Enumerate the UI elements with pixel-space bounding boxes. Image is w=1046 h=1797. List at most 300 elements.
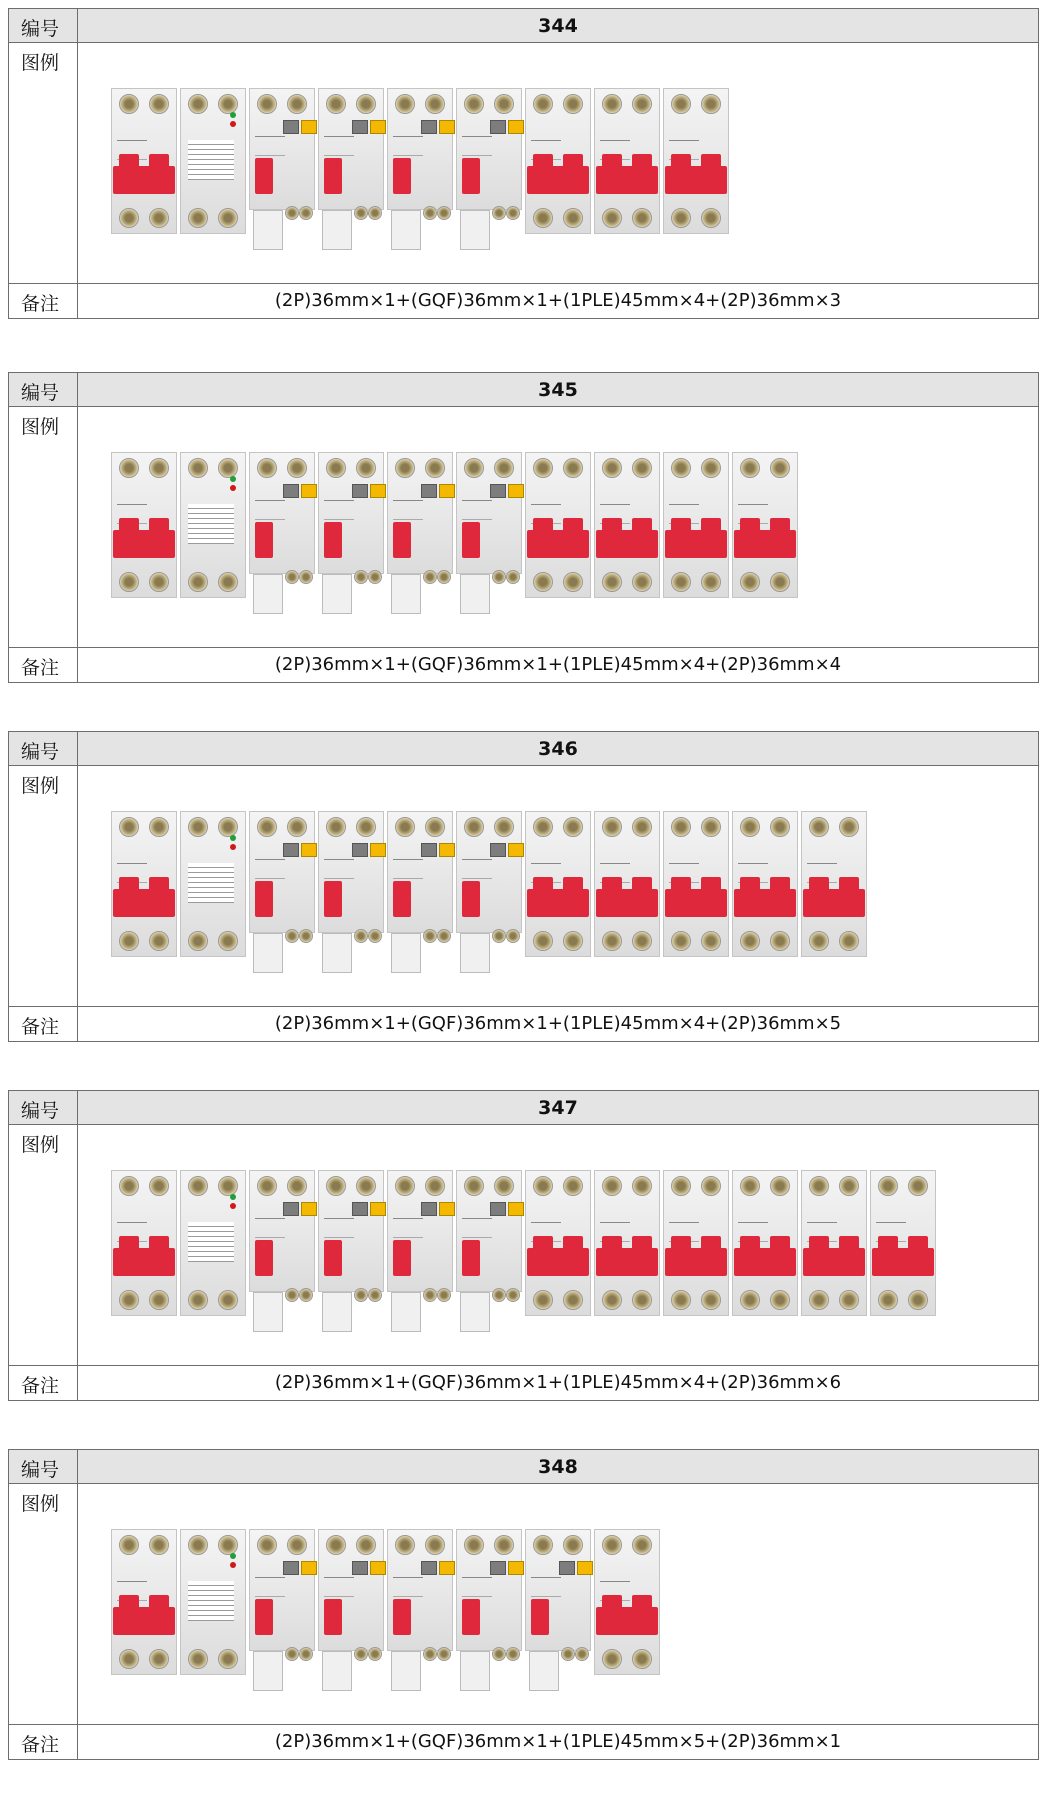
table-348 bbox=[8, 1449, 1039, 1760]
id-label: 编号 bbox=[9, 373, 78, 406]
toggle-handle-icon bbox=[527, 530, 589, 558]
toggle-handle-icon bbox=[596, 166, 658, 194]
screw-icon bbox=[464, 1176, 484, 1196]
screw-icon bbox=[533, 458, 553, 478]
breaker-2p-icon bbox=[732, 811, 798, 957]
toggle-handle-icon bbox=[462, 881, 480, 917]
toggle-handle-icon bbox=[596, 1607, 658, 1635]
reset-button-icon bbox=[421, 1202, 437, 1216]
breaker-2p-icon bbox=[111, 1529, 177, 1675]
screw-icon bbox=[188, 94, 208, 114]
terminal-block bbox=[460, 1292, 490, 1332]
screw-icon bbox=[506, 1288, 520, 1302]
toggle-handle-icon bbox=[527, 1248, 589, 1276]
fault-led-icon bbox=[230, 1203, 236, 1209]
breaker-ple-icon bbox=[456, 811, 522, 957]
toggle-handle-icon bbox=[701, 877, 721, 891]
screw-icon bbox=[356, 1176, 376, 1196]
breaker-2p-icon bbox=[594, 452, 660, 598]
figure-area bbox=[78, 43, 1038, 283]
toggle-handle-icon bbox=[149, 1595, 169, 1609]
spec-text-block bbox=[188, 140, 234, 180]
screw-icon bbox=[671, 572, 691, 592]
spec-text-block bbox=[188, 1222, 234, 1262]
screw-icon bbox=[506, 929, 520, 943]
breaker-2p-icon bbox=[594, 1529, 660, 1675]
toggle-handle-icon bbox=[324, 1240, 342, 1276]
power-led-icon bbox=[230, 835, 236, 841]
toggle-handle-icon bbox=[113, 166, 175, 194]
screw-icon bbox=[257, 1176, 277, 1196]
screw-icon bbox=[563, 572, 583, 592]
toggle-handle-icon bbox=[255, 522, 273, 558]
breaker-2p-icon bbox=[111, 452, 177, 598]
test-button-icon bbox=[508, 843, 524, 857]
figure-label: 图例 bbox=[9, 1125, 78, 1365]
screw-icon bbox=[149, 1535, 169, 1555]
toggle-handle-icon bbox=[596, 889, 658, 917]
screw-icon bbox=[701, 458, 721, 478]
toggle-handle-icon bbox=[671, 154, 691, 168]
breaker-ple-icon bbox=[249, 1170, 315, 1316]
screw-icon bbox=[149, 1649, 169, 1669]
screw-icon bbox=[356, 817, 376, 837]
screw-icon bbox=[423, 1288, 437, 1302]
toggle-handle-icon bbox=[149, 1236, 169, 1250]
toggle-handle-icon bbox=[671, 518, 691, 532]
breaker-gqf-icon bbox=[180, 88, 246, 234]
toggle-handle-icon bbox=[462, 1599, 480, 1635]
toggle-handle-icon bbox=[632, 1236, 652, 1250]
terminal-block bbox=[253, 210, 283, 250]
screw-icon bbox=[119, 1535, 139, 1555]
toggle-handle-icon bbox=[533, 518, 553, 532]
figure-label: 图例 bbox=[9, 407, 78, 647]
terminal-block bbox=[460, 574, 490, 614]
breaker-ple-icon bbox=[525, 1529, 591, 1675]
id-value: 348 bbox=[538, 1456, 578, 1478]
toggle-handle-icon bbox=[462, 158, 480, 194]
screw-icon bbox=[326, 94, 346, 114]
breaker-2p-icon bbox=[525, 811, 591, 957]
toggle-handle-icon bbox=[113, 530, 175, 558]
screw-icon bbox=[188, 1176, 208, 1196]
figure-row bbox=[9, 1125, 1038, 1366]
screw-icon bbox=[809, 931, 829, 951]
note-label: 备注 bbox=[9, 284, 78, 318]
screw-icon bbox=[119, 1290, 139, 1310]
note-value: (2P)36mm×1+(GQF)36mm×1+(1PLE)45mm×4+(2P)36mm×4 bbox=[274, 654, 842, 675]
screw-icon bbox=[395, 1176, 415, 1196]
test-button-icon bbox=[439, 1561, 455, 1575]
screw-icon bbox=[425, 1176, 445, 1196]
screw-icon bbox=[740, 817, 760, 837]
label-plate bbox=[393, 136, 423, 156]
terminal-block bbox=[322, 574, 352, 614]
toggle-handle-icon bbox=[770, 877, 790, 891]
toggle-handle-icon bbox=[803, 1248, 865, 1276]
screw-icon bbox=[671, 817, 691, 837]
screw-icon bbox=[632, 94, 652, 114]
screw-icon bbox=[575, 1647, 589, 1661]
breaker-2p-icon bbox=[732, 452, 798, 598]
label-plate bbox=[393, 859, 423, 879]
power-led-icon bbox=[230, 1194, 236, 1200]
screw-icon bbox=[423, 1647, 437, 1661]
screw-icon bbox=[533, 572, 553, 592]
screw-icon bbox=[425, 817, 445, 837]
reset-button-icon bbox=[490, 120, 506, 134]
test-button-icon bbox=[508, 484, 524, 498]
terminal-block bbox=[322, 210, 352, 250]
figure-label: 图例 bbox=[9, 1484, 78, 1724]
toggle-handle-icon bbox=[839, 1236, 859, 1250]
breaker-ple-icon bbox=[387, 811, 453, 957]
breaker-gqf-icon bbox=[180, 811, 246, 957]
table-346 bbox=[8, 731, 1039, 1042]
screw-icon bbox=[602, 572, 622, 592]
screw-icon bbox=[563, 208, 583, 228]
screw-icon bbox=[218, 1290, 238, 1310]
terminal-block bbox=[322, 1292, 352, 1332]
screw-icon bbox=[602, 1176, 622, 1196]
toggle-handle-icon bbox=[632, 877, 652, 891]
screw-icon bbox=[671, 208, 691, 228]
test-button-icon bbox=[370, 1202, 386, 1216]
screw-icon bbox=[533, 208, 553, 228]
terminal-block bbox=[460, 210, 490, 250]
screw-icon bbox=[188, 817, 208, 837]
screw-icon bbox=[354, 1647, 368, 1661]
screw-icon bbox=[632, 817, 652, 837]
reset-button-icon bbox=[352, 1561, 368, 1575]
screw-icon bbox=[287, 94, 307, 114]
id-value: 346 bbox=[538, 738, 578, 760]
screw-icon bbox=[533, 1176, 553, 1196]
terminal-block bbox=[253, 1651, 283, 1691]
breaker-gqf-icon bbox=[180, 452, 246, 598]
reset-button-icon bbox=[283, 1561, 299, 1575]
breaker-strip bbox=[111, 88, 732, 234]
screw-icon bbox=[632, 931, 652, 951]
figure-row bbox=[9, 43, 1038, 284]
screw-icon bbox=[257, 458, 277, 478]
id-label: 编号 bbox=[9, 1091, 78, 1124]
screw-icon bbox=[533, 94, 553, 114]
toggle-handle-icon bbox=[119, 1236, 139, 1250]
breaker-2p-icon bbox=[870, 1170, 936, 1316]
screw-icon bbox=[368, 929, 382, 943]
label-plate bbox=[324, 1218, 354, 1238]
breaker-2p-icon bbox=[594, 811, 660, 957]
toggle-handle-icon bbox=[701, 154, 721, 168]
toggle-handle-icon bbox=[393, 158, 411, 194]
toggle-handle-icon bbox=[113, 1607, 175, 1635]
breaker-ple-icon bbox=[249, 452, 315, 598]
screw-icon bbox=[119, 458, 139, 478]
screw-icon bbox=[423, 570, 437, 584]
screw-icon bbox=[671, 931, 691, 951]
screw-icon bbox=[188, 572, 208, 592]
table-345 bbox=[8, 372, 1039, 683]
screw-icon bbox=[839, 817, 859, 837]
note-value: (2P)36mm×1+(GQF)36mm×1+(1PLE)45mm×4+(2P)36mm×3 bbox=[274, 290, 842, 311]
screw-icon bbox=[368, 1647, 382, 1661]
breaker-ple-icon bbox=[318, 1529, 384, 1675]
toggle-handle-icon bbox=[671, 877, 691, 891]
toggle-handle-icon bbox=[839, 877, 859, 891]
screw-icon bbox=[326, 1176, 346, 1196]
toggle-handle-icon bbox=[324, 1599, 342, 1635]
breaker-2p-icon bbox=[525, 1170, 591, 1316]
test-button-icon bbox=[439, 843, 455, 857]
screw-icon bbox=[492, 1647, 506, 1661]
screw-icon bbox=[287, 1535, 307, 1555]
label-plate bbox=[255, 859, 285, 879]
toggle-handle-icon bbox=[324, 522, 342, 558]
screw-icon bbox=[218, 94, 238, 114]
breaker-2p-icon bbox=[525, 452, 591, 598]
toggle-handle-icon bbox=[665, 530, 727, 558]
screw-icon bbox=[632, 208, 652, 228]
breaker-gqf-icon bbox=[180, 1529, 246, 1675]
fault-led-icon bbox=[230, 121, 236, 127]
screw-icon bbox=[188, 1649, 208, 1669]
screw-icon bbox=[632, 1176, 652, 1196]
toggle-handle-icon bbox=[533, 1236, 553, 1250]
label-plate bbox=[255, 1577, 285, 1597]
screw-icon bbox=[257, 94, 277, 114]
label-plate bbox=[393, 1218, 423, 1238]
toggle-handle-icon bbox=[533, 154, 553, 168]
screw-icon bbox=[218, 1649, 238, 1669]
terminal-block bbox=[322, 1651, 352, 1691]
breaker-ple-icon bbox=[387, 1170, 453, 1316]
header-row bbox=[9, 1450, 1038, 1484]
test-button-icon bbox=[439, 1202, 455, 1216]
screw-icon bbox=[602, 817, 622, 837]
screw-icon bbox=[149, 458, 169, 478]
screw-icon bbox=[464, 94, 484, 114]
test-button-icon bbox=[370, 843, 386, 857]
toggle-handle-icon bbox=[393, 1599, 411, 1635]
breaker-ple-icon bbox=[318, 1170, 384, 1316]
note-label: 备注 bbox=[9, 648, 78, 682]
screw-icon bbox=[494, 94, 514, 114]
screw-icon bbox=[354, 206, 368, 220]
toggle-handle-icon bbox=[671, 1236, 691, 1250]
breaker-ple-icon bbox=[456, 88, 522, 234]
breaker-2p-icon bbox=[801, 1170, 867, 1316]
test-button-icon bbox=[439, 484, 455, 498]
screw-icon bbox=[602, 931, 622, 951]
screw-icon bbox=[602, 1535, 622, 1555]
screw-icon bbox=[299, 929, 313, 943]
breaker-2p-icon bbox=[663, 811, 729, 957]
terminal-block bbox=[253, 933, 283, 973]
label-plate bbox=[462, 500, 492, 520]
screw-icon bbox=[437, 1647, 451, 1661]
toggle-handle-icon bbox=[734, 1248, 796, 1276]
breaker-ple-icon bbox=[249, 1529, 315, 1675]
header-row bbox=[9, 373, 1038, 407]
screw-icon bbox=[437, 929, 451, 943]
toggle-handle-icon bbox=[393, 522, 411, 558]
table-347 bbox=[8, 1090, 1039, 1401]
reset-button-icon bbox=[352, 1202, 368, 1216]
toggle-handle-icon bbox=[803, 889, 865, 917]
screw-icon bbox=[464, 458, 484, 478]
toggle-handle-icon bbox=[533, 877, 553, 891]
toggle-handle-icon bbox=[602, 518, 622, 532]
reset-button-icon bbox=[490, 1561, 506, 1575]
toggle-handle-icon bbox=[734, 889, 796, 917]
breaker-2p-icon bbox=[594, 1170, 660, 1316]
screw-icon bbox=[770, 1176, 790, 1196]
screw-icon bbox=[149, 1176, 169, 1196]
screw-icon bbox=[218, 572, 238, 592]
toggle-handle-icon bbox=[255, 158, 273, 194]
screw-icon bbox=[494, 817, 514, 837]
screw-icon bbox=[395, 817, 415, 837]
screw-icon bbox=[701, 1176, 721, 1196]
toggle-handle-icon bbox=[527, 166, 589, 194]
power-led-icon bbox=[230, 476, 236, 482]
toggle-handle-icon bbox=[119, 518, 139, 532]
breaker-2p-icon bbox=[525, 88, 591, 234]
label-plate bbox=[324, 859, 354, 879]
header-row bbox=[9, 9, 1038, 43]
breaker-ple-icon bbox=[318, 452, 384, 598]
screw-icon bbox=[701, 1290, 721, 1310]
screw-icon bbox=[632, 1535, 652, 1555]
screw-icon bbox=[701, 94, 721, 114]
toggle-handle-icon bbox=[149, 518, 169, 532]
test-button-icon bbox=[370, 484, 386, 498]
screw-icon bbox=[701, 931, 721, 951]
screw-icon bbox=[437, 570, 451, 584]
screw-icon bbox=[464, 817, 484, 837]
toggle-handle-icon bbox=[665, 166, 727, 194]
breaker-strip bbox=[111, 1170, 939, 1316]
breaker-ple-icon bbox=[387, 88, 453, 234]
toggle-handle-icon bbox=[878, 1236, 898, 1250]
screw-icon bbox=[354, 570, 368, 584]
note-row bbox=[9, 1366, 1038, 1400]
screw-icon bbox=[149, 208, 169, 228]
screw-icon bbox=[533, 1535, 553, 1555]
reset-button-icon bbox=[421, 843, 437, 857]
label-plate bbox=[324, 136, 354, 156]
reset-button-icon bbox=[283, 484, 299, 498]
toggle-handle-icon bbox=[462, 522, 480, 558]
screw-icon bbox=[423, 206, 437, 220]
screw-icon bbox=[425, 94, 445, 114]
reset-button-icon bbox=[421, 120, 437, 134]
screw-icon bbox=[809, 1290, 829, 1310]
screw-icon bbox=[149, 817, 169, 837]
toggle-handle-icon bbox=[563, 154, 583, 168]
toggle-handle-icon bbox=[563, 1236, 583, 1250]
screw-icon bbox=[218, 1176, 238, 1196]
screw-icon bbox=[602, 94, 622, 114]
toggle-handle-icon bbox=[740, 1236, 760, 1250]
breaker-strip bbox=[111, 452, 801, 598]
screw-icon bbox=[492, 570, 506, 584]
screw-icon bbox=[563, 1290, 583, 1310]
screw-icon bbox=[188, 1535, 208, 1555]
screw-icon bbox=[563, 931, 583, 951]
screw-icon bbox=[287, 817, 307, 837]
screw-icon bbox=[740, 1290, 760, 1310]
toggle-handle-icon bbox=[119, 1595, 139, 1609]
toggle-handle-icon bbox=[531, 1599, 549, 1635]
toggle-handle-icon bbox=[113, 889, 175, 917]
screw-icon bbox=[437, 206, 451, 220]
toggle-handle-icon bbox=[740, 877, 760, 891]
toggle-handle-icon bbox=[809, 877, 829, 891]
breaker-strip bbox=[111, 811, 870, 957]
power-led-icon bbox=[230, 112, 236, 118]
toggle-handle-icon bbox=[632, 154, 652, 168]
toggle-handle-icon bbox=[908, 1236, 928, 1250]
breaker-gqf-icon bbox=[180, 1170, 246, 1316]
test-button-icon bbox=[301, 843, 317, 857]
toggle-handle-icon bbox=[113, 1248, 175, 1276]
screw-icon bbox=[425, 458, 445, 478]
screw-icon bbox=[218, 208, 238, 228]
screw-icon bbox=[299, 206, 313, 220]
label-plate bbox=[324, 500, 354, 520]
breaker-ple-icon bbox=[456, 1170, 522, 1316]
screw-icon bbox=[602, 1649, 622, 1669]
label-plate bbox=[255, 1218, 285, 1238]
id-label: 编号 bbox=[9, 732, 78, 765]
test-button-icon bbox=[301, 484, 317, 498]
breaker-2p-icon bbox=[732, 1170, 798, 1316]
screw-icon bbox=[326, 817, 346, 837]
toggle-handle-icon bbox=[701, 518, 721, 532]
breaker-2p-icon bbox=[663, 452, 729, 598]
screw-icon bbox=[740, 1176, 760, 1196]
screw-icon bbox=[119, 1649, 139, 1669]
terminal-block bbox=[391, 1292, 421, 1332]
reset-button-icon bbox=[559, 1561, 575, 1575]
reset-button-icon bbox=[490, 484, 506, 498]
screw-icon bbox=[119, 208, 139, 228]
toggle-handle-icon bbox=[149, 877, 169, 891]
figure-label: 图例 bbox=[9, 766, 78, 1006]
screw-icon bbox=[494, 1176, 514, 1196]
screw-icon bbox=[632, 1290, 652, 1310]
toggle-handle-icon bbox=[602, 1236, 622, 1250]
breaker-2p-icon bbox=[663, 1170, 729, 1316]
screw-icon bbox=[494, 1535, 514, 1555]
label-plate bbox=[462, 1218, 492, 1238]
screw-icon bbox=[563, 1535, 583, 1555]
test-button-icon bbox=[370, 1561, 386, 1575]
test-button-icon bbox=[370, 120, 386, 134]
toggle-handle-icon bbox=[665, 1248, 727, 1276]
screw-icon bbox=[740, 458, 760, 478]
id-label: 编号 bbox=[9, 1450, 78, 1483]
toggle-handle-icon bbox=[734, 530, 796, 558]
screw-icon bbox=[257, 1535, 277, 1555]
screw-icon bbox=[809, 1176, 829, 1196]
screw-icon bbox=[285, 570, 299, 584]
note-row bbox=[9, 648, 1038, 682]
label-plate bbox=[255, 500, 285, 520]
